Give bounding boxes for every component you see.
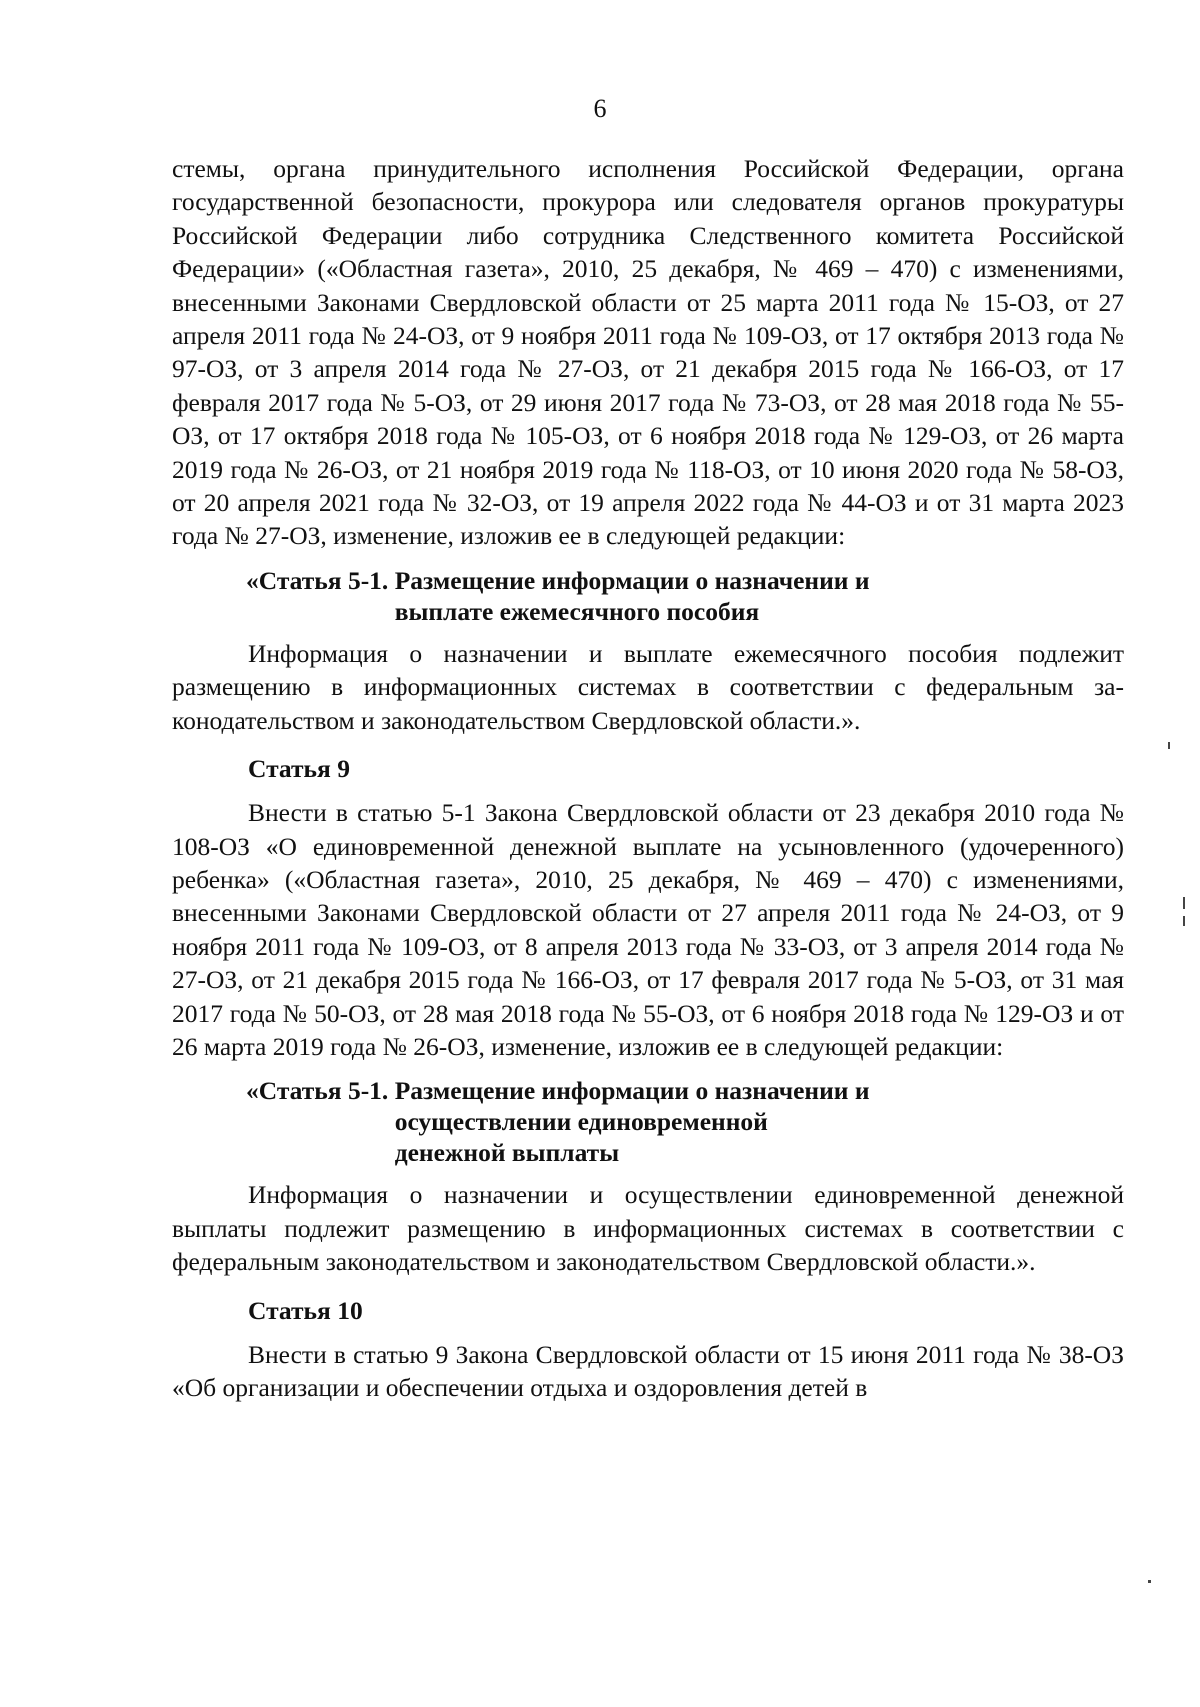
article-5-1-title-b [246,1075,1124,1168]
title-line: Размещение информации о назначении и [394,1076,870,1106]
title-line: выплате ежемесячного пособия [394,596,760,626]
document-body [172,152,1124,1404]
scan-mark [1183,916,1185,926]
article-5-1-text-b: Информация о назначении и осуществлении единовременной денежной выплаты подлежит размещению в информационных системах в соответствии с федеральным законодательством и законодательством Свердловской области.». [172,1180,1124,1277]
title-line: Размещение информации о назначении и [394,565,870,595]
continued-paragraph: стемы, органа принудительного исполнения Российской Федерации, органа государственной безопасности, прокурора или следователя органов прокуратуры Российской Федерации либо сотрудника Следственного комитета Российской Федерации» («Областная газета», 2010, 25 декабря, № 469 – 470) с изменениями, внесенными Законами Свердловской области от 25 марта 2011 года № 15-ОЗ, от 27 апреля 2011 года № 24-ОЗ, от 9 ноября 2011 года № 109-ОЗ, от 17 октября 2013 года № 97-ОЗ, от 3 апреля 2014 года № 27-ОЗ, от 21 декабря 2015 года № 166-ОЗ, от 17 февраля 2017 года № 5-ОЗ, от 29 июня 2017 года № 73-ОЗ, от 28 мая 2018 года № 55-ОЗ, от 17 октября 2018 года № 105-ОЗ, от 6 ноября 2018 года № 129-ОЗ, от 26 марта 2019 года № 26-ОЗ, от 21 ноября 2019 года № 118-ОЗ, от 10 июня 2020 года № 58-ОЗ, от 20 апреля 2021 года № 32-ОЗ, от 19 апреля 2022 года № 44-ОЗ и от 31 марта 2023 года № 27-ОЗ, изменение, изложив ее в следующей редакции: [172,154,1124,551]
article-5-1-label: «Статья 5-1. [246,565,395,595]
scan-mark [1168,742,1170,749]
title-line: осуществлении единовременной [394,1107,768,1137]
scan-mark [1148,1580,1151,1583]
article-10-heading: Статья 10 [248,1295,363,1325]
article-5-1-title-a [246,565,1124,627]
article-5-1-label: «Статья 5-1. [246,1076,395,1106]
article-5-1-text-a: Информация о назначении и выплате ежемесячного пособия подлежит размещению в информационных системах в соответствии с федеральным законодательством и законодательством Свердловской области.». [172,638,1124,735]
article-9-text: Внести в статью 5-1 Закона Свердловской области от 23 декабря 2010 года № 108-ОЗ «О единовременной денежной выплате на усыновленного (удочеренного) ребенка» («Областная газета», 2010, 25 декабря, № 469 – 470) с изменениями, внесенными Законами Свердловской области от 27 апреля 2011 года № 24-ОЗ, от 9 ноября 2011 года № 109-ОЗ, от 8 апреля 2013 года № 33-ОЗ, от 3 апреля 2014 года № 27-ОЗ, от 21 декабря 2015 года № 166-ОЗ, от 17 февраля 2017 года № 5-ОЗ, от 31 мая 2017 года № 50-ОЗ, от 28 мая 2018 года № 55-ОЗ, от 6 ноября 2018 года № 129-ОЗ и от 26 марта 2019 года № 26-ОЗ, изменение, изложив ее в следующей редакции: [172,798,1124,1061]
article-5-1-title-text [395,565,1124,627]
scan-mark [1183,897,1185,909]
article-9-heading: Статья 9 [248,754,350,784]
article-5-1-title-text [395,1075,1124,1168]
article-10-text: Внести в статью 9 Закона Свердловской области от 15 июня 2011 года № 38-ОЗ «Об организации и обеспечении отдыха и оздоровления детей в [172,1339,1124,1402]
title-line: денежной выплаты [394,1138,620,1168]
page-number: 6 [593,94,607,123]
